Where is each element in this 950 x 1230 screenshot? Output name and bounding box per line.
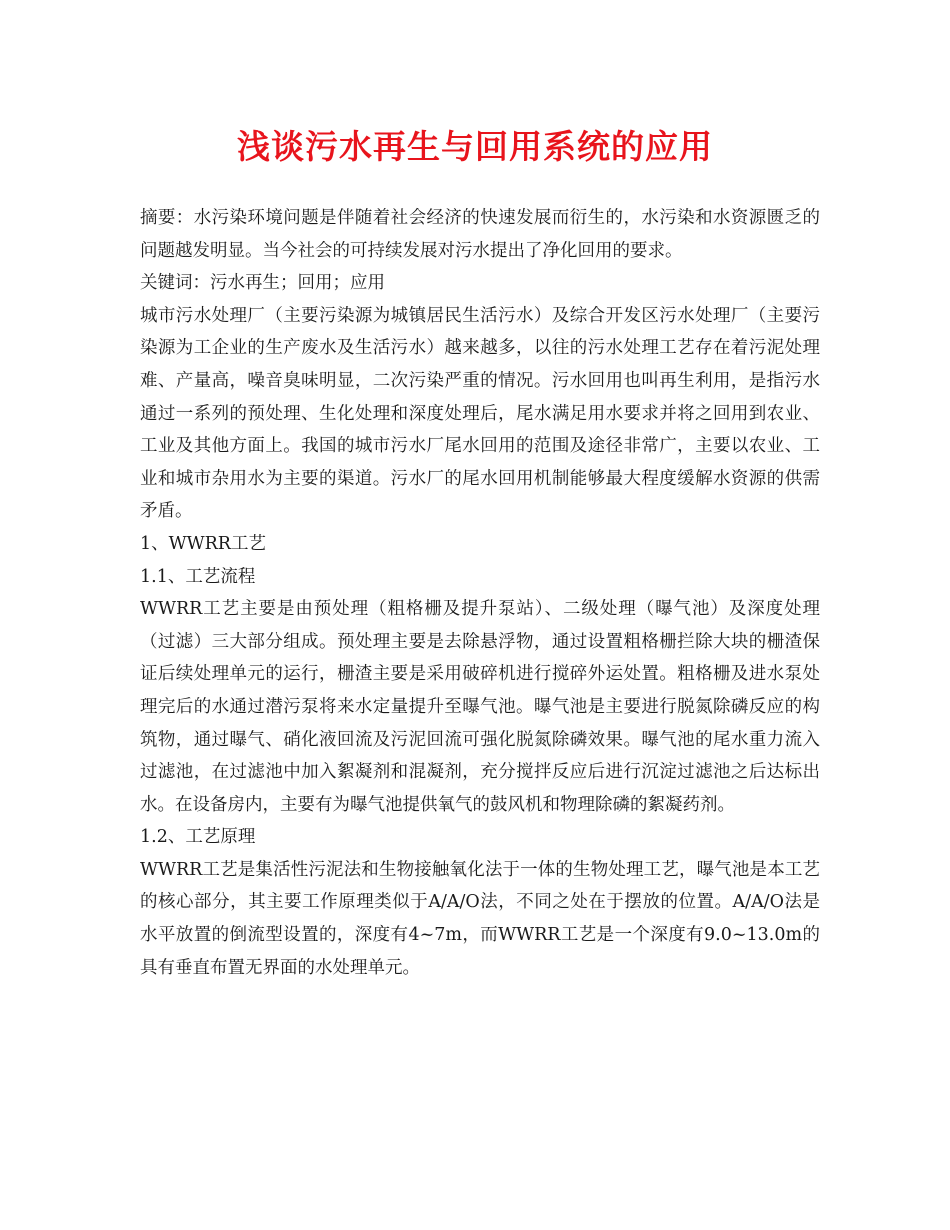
document-title: 浅谈污水再生与回用系统的应用 [237, 127, 713, 166]
document-body [140, 202, 820, 984]
process-flow-paragraph: WWRR工艺主要是由预处理（粗格栅及提升泵站）、二级处理（曝气池）及深度处理（过滤）三大部分组成。预处理主要是去除悬浮物，通过设置粗格栅拦除大块的栅渣保证后续处理单元的运行，栅渣主要是采用破碎机进行搅碎外运处置。粗格栅及进水泵处理完后的水通过潜污泵将来水定量提升至曝气池。曝气池是主要进行脱氮除磷反应的构筑物，通过曝气、硝化液回流及污泥回流可强化脱氮除磷效果。曝气池的尾水重力流入过滤池，在过滤池中加入絮凝剂和混凝剂，充分搅拌反应后进行沉淀过滤池之后达标出水。在设备房内，主要有为曝气池提供氧气的鼓风机和物理除磷的絮凝药剂。 [140, 599, 820, 815]
process-principle-paragraph: WWRR工艺是集活性污泥法和生物接触氧化法于一体的生物处理工艺，曝气池是本工艺的核心部分，其主要工作原理类似于A/A/O法，不同之处在于摆放的位置。A/A/O法是水平放置的倒流型设置的，深度有4~7m，而WWRR工艺是一个深度有9.0~13.0m的具有垂直布置无界面的水处理单元。 [140, 859, 820, 978]
keywords-line: 关键词：污水再生；回用；应用 [140, 273, 385, 294]
subsection-heading-1-2: 1.2、工艺原理 [140, 827, 256, 848]
subsection-heading-1-1: 1.1、工艺流程 [140, 566, 256, 587]
section-heading-1: 1、WWRR工艺 [140, 533, 266, 554]
abstract-paragraph: 摘要：水污染环境问题是伴随着社会经济的快速发展而衍生的，水污染和水资源匮乏的问题越发明显。当今社会的可持续发展对污水提出了净化回用的要求。 [140, 208, 820, 261]
intro-paragraph: 城市污水处理厂（主要污染源为城镇居民生活污水）及综合开发区污水处理厂（主要污染源为工企业的生产废水及生活污水）越来越多，以往的污水处理工艺存在着污泥处理难、产量高，噪音臭味明显，二次污染严重的情况。污水回用也叫再生利用，是指污水通过一系列的预处理、生化处理和深度处理后，尾水满足用水要求并将之回用到农业、工业及其他方面上。我国的城市污水厂尾水回用的范围及途径非常广，主要以农业、工业和城市杂用水为主要的渠道。污水厂的尾水回用机制能够最大程度缓解水资源的供需矛盾。 [140, 305, 820, 522]
